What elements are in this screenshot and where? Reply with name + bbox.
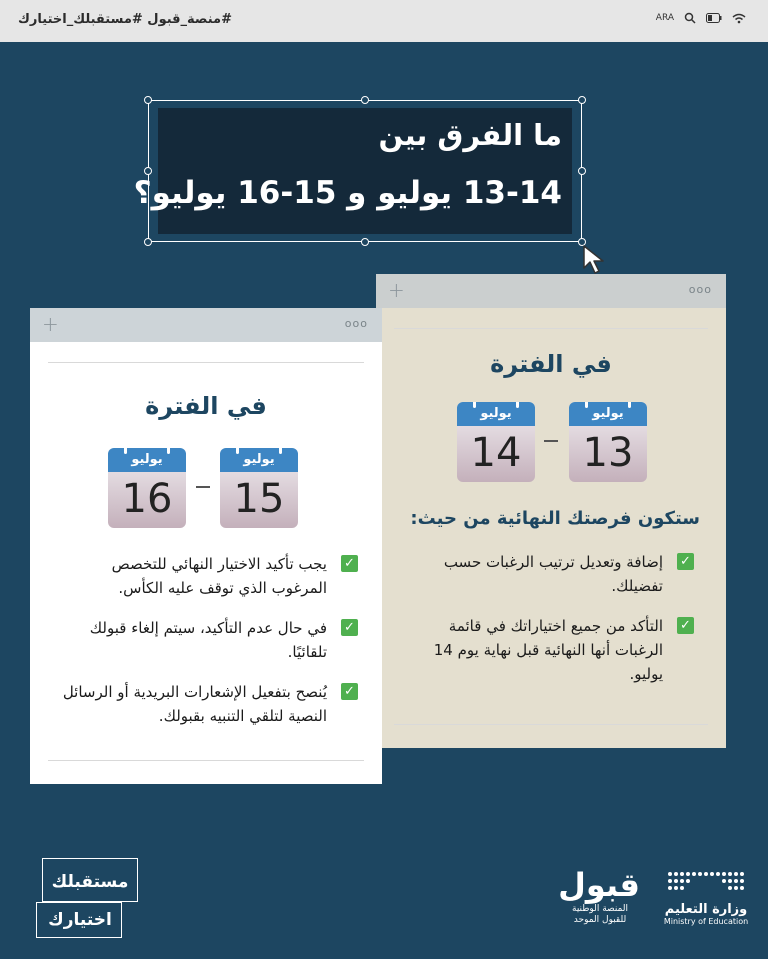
resize-handle[interactable] (578, 167, 586, 175)
divider (394, 328, 708, 329)
top-bar (0, 0, 768, 42)
subheading: ستكون فرصتك النهائية من حيث: (410, 508, 700, 529)
status-icons (656, 12, 746, 24)
date-range-dash (544, 440, 558, 442)
divider (394, 724, 708, 725)
resize-handle[interactable] (144, 167, 152, 175)
language-indicator[interactable]: ARA (655, 13, 674, 23)
qubool-sub-1: المنصة الوطنية (572, 904, 628, 914)
list-item (58, 616, 358, 664)
check-icon: ✓ (341, 683, 358, 700)
calendar-day-13 (569, 402, 647, 482)
resize-handle[interactable] (144, 96, 152, 104)
calendar-day: 14 (470, 430, 522, 476)
ministry-logo (658, 866, 754, 926)
divider (48, 362, 364, 363)
list-item (404, 550, 694, 598)
divider (48, 760, 364, 761)
list-item (58, 552, 358, 600)
ministry-name: وزارة التعليم (664, 902, 748, 917)
list-item (404, 614, 694, 686)
calendar-month: يوليو (220, 448, 298, 472)
more-options-icon[interactable]: ooo (344, 317, 368, 330)
window-right (376, 274, 726, 748)
ministry-name-english: Ministry of Education (663, 917, 749, 926)
plus-icon[interactable]: + (42, 312, 59, 336)
battery-icon (706, 13, 722, 23)
calendar-month: يوليو (457, 402, 535, 426)
list-item-text: إضافة وتعديل ترتيب الرغبات حسب تفضيلك. (443, 553, 663, 595)
resize-handle[interactable] (361, 96, 369, 104)
calendar-day: 15 (233, 476, 285, 522)
list-item-text: يُنصح بتفعيل الإشعارات البريدية أو الرسائل النصية لتلقي التنبيه بقبولك. (62, 683, 327, 725)
ministry-emblem-icon (664, 868, 748, 898)
campaign-line-2: اختيارك (48, 910, 112, 930)
period-title: في الفترة (490, 350, 612, 378)
window-titlebar (30, 308, 382, 342)
calendar-month: يوليو (569, 402, 647, 426)
resize-handle[interactable] (144, 238, 152, 246)
qubool-sub-2: للقبول الموحد (573, 915, 627, 925)
wifi-icon (732, 13, 746, 24)
check-icon: ✓ (677, 617, 694, 634)
plus-icon[interactable]: + (388, 278, 405, 302)
resize-handle[interactable] (361, 238, 369, 246)
date-range-dash (196, 486, 210, 488)
window-titlebar (376, 274, 726, 308)
resize-handle[interactable] (578, 96, 586, 104)
calendar-month: يوليو (108, 448, 186, 472)
campaign-line-1: مستقبلك (51, 872, 129, 892)
headline-line-1: ما الفرق بين (378, 118, 562, 152)
more-options-icon[interactable]: ooo (688, 283, 712, 296)
calendar-day: 13 (582, 430, 634, 476)
check-icon: ✓ (677, 553, 694, 570)
check-icon: ✓ (341, 555, 358, 572)
cursor-icon (582, 244, 608, 276)
calendar-day: 16 (121, 476, 173, 522)
window-left (30, 308, 382, 784)
headline-line-2: 13-14 يوليو و 15-16 يوليو؟ (133, 175, 562, 211)
list-item-text: يجب تأكيد الاختيار النهائي للتخصص المرغوب الذي توقف عليه الكأس. (111, 555, 327, 597)
search-icon[interactable] (684, 12, 696, 24)
check-icon: ✓ (341, 619, 358, 636)
selection-frame[interactable] (148, 100, 582, 242)
qubool-logo (560, 866, 640, 926)
calendar-day-16 (108, 448, 186, 528)
list-item-text: التأكد من جميع اختياراتك في قائمة الرغبات أنها النهائية قبل نهاية يوم 14 يوليو. (433, 617, 663, 683)
list-item-text: في حال عدم التأكيد، سيتم إلغاء قبولك تلقائيًا. (89, 619, 327, 661)
right-list (404, 550, 694, 702)
period-title: في الفترة (145, 392, 267, 420)
calendar-day-15 (220, 448, 298, 528)
hashtags: #منصة_قبول #مستقبلك_اختيارك (18, 12, 232, 27)
left-list (58, 552, 358, 744)
calendar-day-14 (457, 402, 535, 482)
list-item (58, 680, 358, 728)
qubool-name: قبول (558, 866, 640, 904)
